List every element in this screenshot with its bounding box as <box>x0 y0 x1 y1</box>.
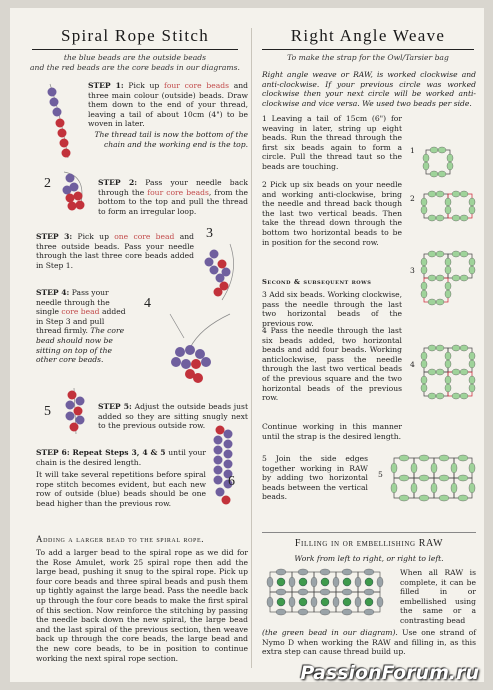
step5-bead-diagram <box>58 386 92 438</box>
raw-title-rule <box>262 49 474 50</box>
column-divider <box>251 28 252 668</box>
fig1-number: 1 <box>410 146 415 155</box>
raw-subtitle: To make the strap for the Owl/Tarsier bag <box>287 53 449 62</box>
spiral-rope-title: Spiral Rope Stitch <box>60 26 210 45</box>
step6-text: STEP 6: Repeat Steps 3, 4 & 5 until your chain is the desired length. It will take several repetitions before spiral rope stitch becomes evident, but each new row of outside (blue) beads should be one bead higher than the previous row. <box>36 448 206 508</box>
step4-bead-diagram <box>150 308 240 388</box>
step3-bead-diagram <box>200 242 246 304</box>
fig2-number: 2 <box>410 194 415 203</box>
raw-fig3 <box>420 248 478 318</box>
magazine-page <box>10 8 484 682</box>
step6-bead-chain <box>206 420 246 506</box>
fig3-number: 3 <box>410 266 415 275</box>
raw-fig5 <box>388 452 478 518</box>
step3-number: 3 <box>206 226 213 241</box>
filling-text-2: (the green bead in our diagram). Use one strand of Nymo D when working the RAW and filling in, as this extra step can cause thread build up. <box>262 628 476 657</box>
raw-intro: Right angle weave or RAW, is worked clockwise and anti-clockwise. If your previous circle was worked clockwise then your next circle will be worked anti-clockwise and vice versa. We used two beads per side. <box>262 70 476 108</box>
filling-heading: Filling in or embellishing RAW <box>294 538 444 549</box>
raw-fig2 <box>420 188 478 228</box>
larger-bead-text: To add a larger bead to the spiral rope as we did for the Rose Amulet, work 25 spiral rope then add the large bead, pushing it snug to the spiral rope. Pick up four core beads and three spiral beads and push them up tightly against the large bead. Pass the needle back up through the four core beads to make the first spiral of this section. Now reinforce the stitching by passing the needle back down the new spiral, the large bead and the last spiral of the previous section, then weave back up through the core beads, the large bead and the new core beads, to be in position to continue working the next spiral rope section. <box>36 548 248 663</box>
step4-number: 4 <box>144 296 151 311</box>
step1-bead-diagram <box>42 80 82 162</box>
raw-continue: Continue working in this manner until the strap is the desired length. <box>262 422 402 441</box>
second-rows-heading: Second & subsequent rows <box>262 278 372 286</box>
fill-rule <box>262 532 476 533</box>
site-watermark: PassionForum.ru <box>300 662 479 684</box>
step2-number: 2 <box>44 176 51 191</box>
raw-step5: 5 Join the side edges together working in RAW by adding two horizontal beads between the vertical beads. <box>262 454 368 502</box>
raw-fig1 <box>420 144 456 180</box>
raw-fig4 <box>420 342 478 412</box>
filling-subtitle: Work from left to right, or right to left. <box>294 554 444 563</box>
fig4-number: 4 <box>410 360 415 369</box>
filling-text-1: When all RAW is complete, it can be filled in or embellished using the same or a contrasting bead <box>400 568 476 625</box>
fig5-number: 5 <box>378 470 383 479</box>
raw-title: Right Angle Weave <box>290 26 446 45</box>
step6-number: 6 <box>228 474 235 489</box>
step3-text: STEP 3: Pick up one core bead and three outside beads. Pass your needle through the last three core beads added in Step 1. <box>36 232 194 270</box>
spiral-rope-column <box>22 8 248 663</box>
step5-text: STEP 5: Adjust the outside beads just added so they are sitting snugly next to the previous outside row. <box>98 402 248 431</box>
spiral-subtitle: the blue beads are the outside beads and the red beads are the core beads in our diagrams. <box>30 53 240 72</box>
raw-step4: 4 Pass the needle through the last six beads added, two horizontal beads and add four beads. Working anticlockwise, pass the needle through the last two vertical beads of the previous square and the two horizontal beads of the previous row. <box>262 326 402 403</box>
raw-step2: 2 Pick up six beads on your needle and working anti-clockwise, bring the needle and thread back though the last two vertical beads. Then take the thread down through the bottom two horizontal beads to be in position for the second row. <box>262 180 402 247</box>
larger-bead-heading: Adding a larger bead to the spiral rope. <box>36 534 205 544</box>
step2-text: STEP 2: Pass your needle back through the four core beads, from the bottom to the top and pull the thread to form an irregular loop. <box>98 178 248 216</box>
raw-step3: 3 Add six beads. Working clockwise, pass the needle through the last two horizontal beads of the previous row. <box>262 290 402 328</box>
filling-diagram <box>266 568 390 618</box>
raw-step1: 1 Leaving a tail of 15cm (6") for weaving in later, string up eight beads. Run the thread through the first six beads again to form a circle. Pull the thread taut so the beads are touching. <box>262 114 402 171</box>
step2-bead-diagram <box>58 168 92 214</box>
step4-text: STEP 4: Pass your needle through the single core bead added in Step 3 and pull thread firmly. The core bead should now be sitting on top of the other core beads. <box>36 288 126 365</box>
step1-text: STEP 1: Pick up four core beads and three main colour (outside) beads. Draw them down to the end of your thread, leaving a tail of about 10cm (4") to be woven in later. The thread tail is now the bottom of the chain and the working end is the top. <box>88 81 248 149</box>
title-rule <box>32 49 238 50</box>
raw-column <box>258 8 478 657</box>
step5-number: 5 <box>44 404 51 419</box>
